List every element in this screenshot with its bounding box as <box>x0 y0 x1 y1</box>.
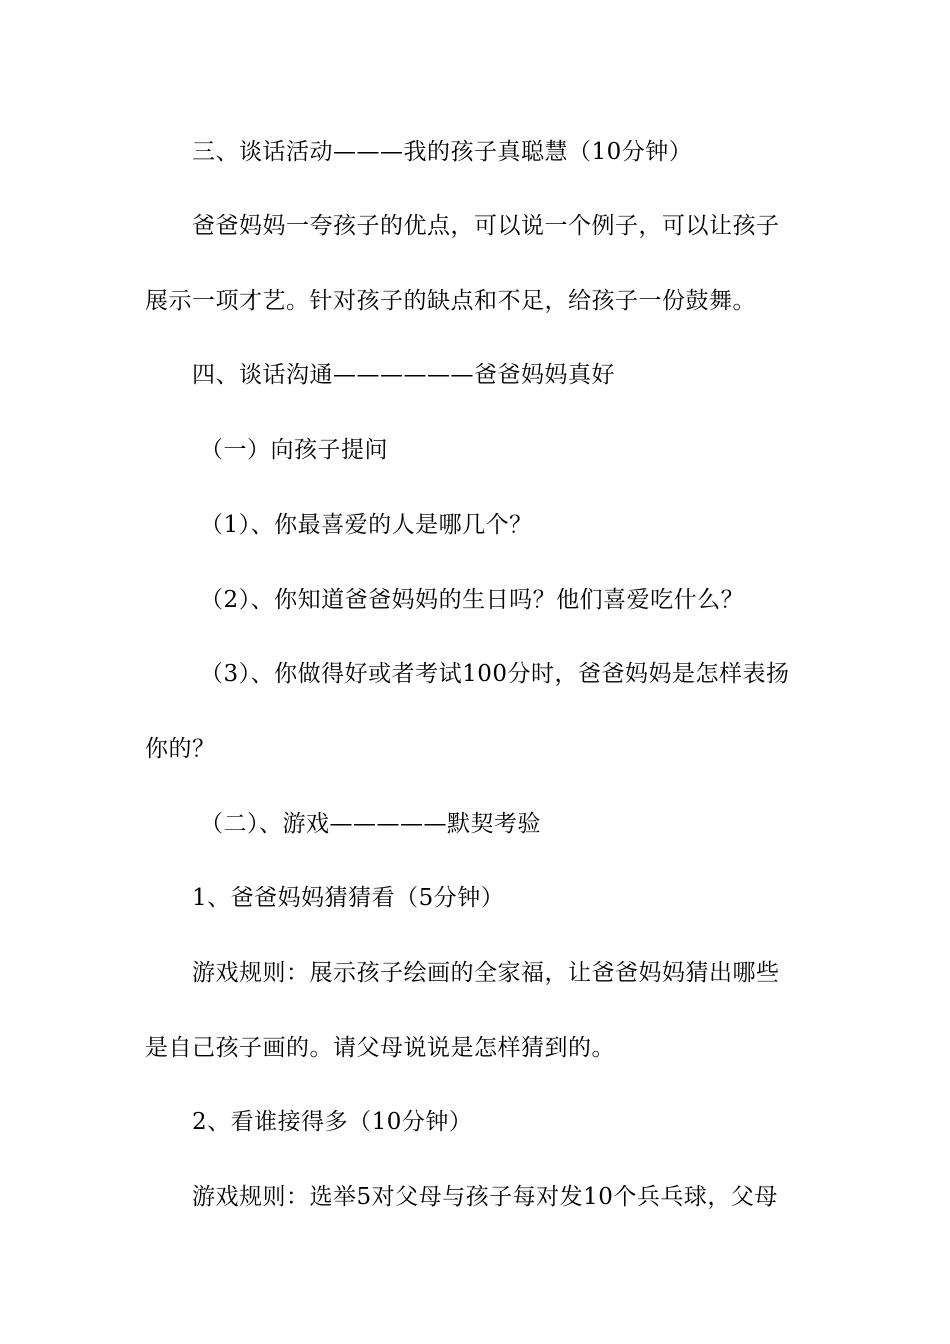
question-item: （1）、你最喜爱的人是哪几个？ <box>200 512 533 538</box>
game-heading: 2、看谁接得多（10分钟） <box>192 1109 473 1135</box>
question-item: （3）、你做得好或者考试100分时，爸爸妈妈是怎样表扬 <box>200 661 790 687</box>
section-heading-4: 四、谈话沟通——————爸爸妈妈真好 <box>192 362 615 388</box>
paragraph-line: 是自己孩子画的。请父母说说是怎样猜到的。 <box>145 1035 615 1061</box>
paragraph-line: 游戏规则：展示孩子绘画的全家福，让爸爸妈妈猜出哪些 <box>192 960 780 986</box>
paragraph-line: 爸爸妈妈一夸孩子的优点，可以说一个例子，可以让孩子 <box>192 213 780 239</box>
game-heading: 1、爸爸妈妈猜猜看（5分钟） <box>192 885 505 911</box>
question-item: （2）、你知道爸爸妈妈的生日吗？他们喜爱吃什么？ <box>200 587 745 613</box>
paragraph-line: 你的？ <box>145 736 216 762</box>
paragraph-line: 展示一项才艺。针对孩子的缺点和不足，给孩子一份鼓舞。 <box>145 288 756 314</box>
subsection-heading: （二）、游戏—————默契考验 <box>200 811 541 837</box>
paragraph-line: 游戏规则：选举5对父母与孩子每对发10个兵乓球，父母 <box>192 1184 778 1210</box>
section-heading-3: 三、谈话活动———我的孩子真聪慧（10分钟） <box>192 139 693 165</box>
subsection-heading: （一）向孩子提问 <box>200 437 388 463</box>
